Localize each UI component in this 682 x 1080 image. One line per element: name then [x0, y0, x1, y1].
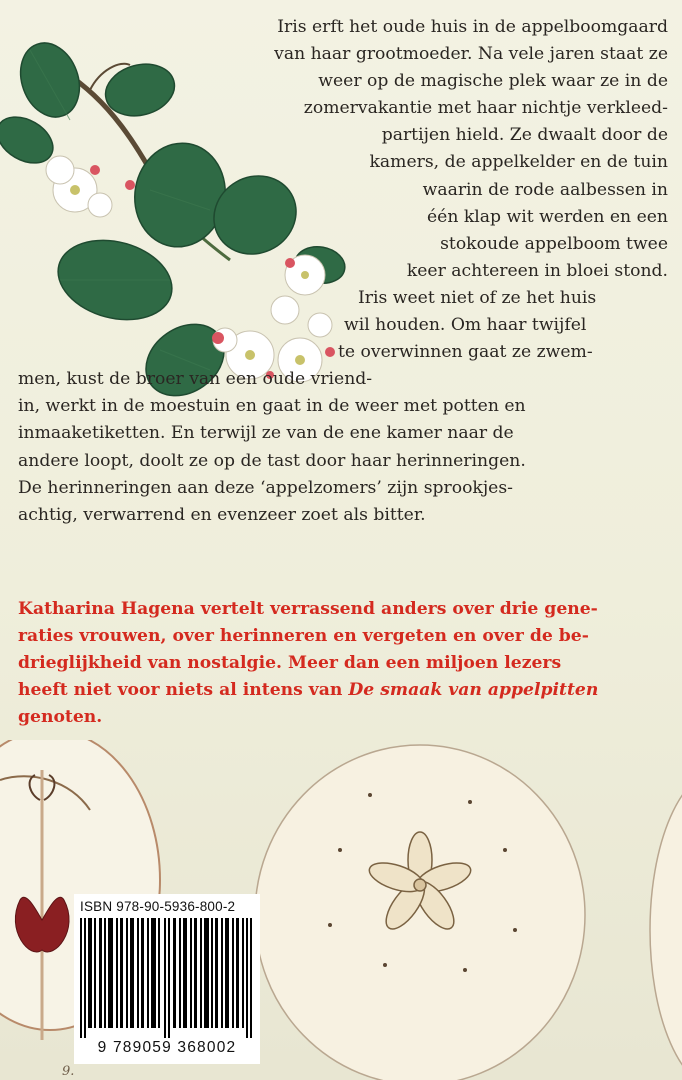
pitch-line: Katharina Hagena vertelt verrassend anders over drie gene- — [18, 599, 598, 619]
description-line: Iris erft het oude huis in de appelboomgaard — [277, 17, 668, 37]
pitch-line — [18, 677, 668, 704]
description-line: Iris weet niet of ze het huis — [358, 287, 597, 308]
book-pitch — [18, 596, 668, 731]
pitch-line: drieglijkheid van nostalgie. Meer dan een miljoen lezers — [18, 653, 562, 674]
barcode — [74, 894, 260, 1064]
description-line: van haar grootmoeder. Na vele jaren staat ze — [274, 44, 668, 65]
book-description — [18, 14, 668, 529]
description-line: achtig, verwarrend en evenzeer zoet als bitter. — [18, 504, 426, 525]
description-line: waarin de rode aalbessen in — [422, 179, 668, 200]
description-line: andere loopt, doolt ze op de tast door haar herinneringen. — [18, 450, 526, 471]
pitch-line: raties vrouwen, over herinneren en vergeten en over de be- — [18, 626, 589, 647]
pitch-line: genoten. — [18, 707, 103, 728]
description-line: stokoude appelboom twee — [440, 233, 668, 254]
description-line: één klap wit werden en een — [426, 206, 668, 227]
description-line: inmaaketiketten. En terwijl ze van de ene kamer naar de — [18, 423, 514, 444]
description-line: wil houden. Om haar twijfel — [344, 315, 587, 336]
barcode-digits: 9 789059 368002 — [97, 1039, 237, 1056]
book-title: De smaak van appelpitten — [348, 680, 599, 701]
description-line: te overwinnen gaat ze zwem- — [338, 342, 593, 363]
description-line: keer achtereen in bloei stond. — [406, 260, 668, 281]
description-line: weer op de magische plek waar ze in de — [318, 71, 668, 92]
description-line: partijen hield. Ze dwaalt door de — [381, 125, 668, 146]
pitch-line-text: heeft niet voor niets al intens van — [18, 680, 343, 701]
description-line: in, werkt in de moestuin en gaat in de weer met potten en — [18, 396, 526, 417]
page-marker: 9. — [62, 1064, 75, 1079]
description-line: zomervakantie met haar nichtje verkleed- — [303, 98, 668, 119]
barcode-bars — [80, 918, 254, 1038]
description-line: De herinneringen aan deze ‘appelzomers’ zijn sprookjes- — [18, 477, 513, 498]
description-line: men, kust de broer van een oude vriend- — [18, 369, 373, 390]
description-line: kamers, de appelkelder en de tuin — [369, 152, 668, 173]
isbn-label: ISBN 978-90-5936-800-2 — [80, 899, 236, 914]
